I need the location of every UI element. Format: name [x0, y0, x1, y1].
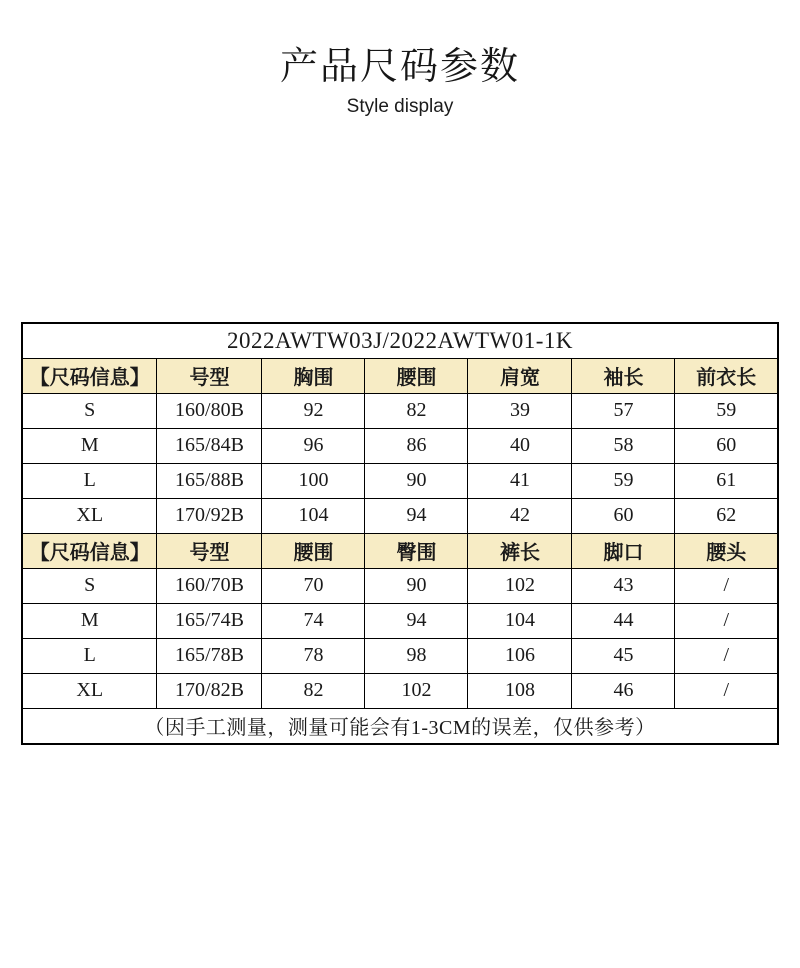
header-cell-size-info: 【尺码信息】 [22, 358, 157, 393]
table-cell: 78 [262, 638, 365, 673]
page-title: 产品尺码参数 [279, 46, 520, 88]
table-cell: 43 [572, 568, 675, 603]
table-cell: 165/88B [157, 463, 262, 498]
table-cell: 82 [262, 673, 365, 708]
table-cell: 59 [675, 393, 778, 428]
footnote-row [22, 708, 778, 744]
table-cell: 86 [365, 428, 468, 463]
table-cell: 58 [572, 428, 675, 463]
size-cell: L [22, 638, 157, 673]
size-cell: M [22, 428, 157, 463]
table-cell: 59 [572, 463, 675, 498]
table-cell: 160/70B [157, 568, 262, 603]
table-cell: 45 [572, 638, 675, 673]
header-cell-waist: 腰围 [365, 358, 468, 393]
table-cell: 106 [468, 638, 572, 673]
table-cell: 40 [468, 428, 572, 463]
header-cell-waistband: 腰头 [675, 533, 778, 568]
header-cell-shoulder: 肩宽 [468, 358, 572, 393]
size-cell: S [22, 568, 157, 603]
table-cell: 104 [468, 603, 572, 638]
header-cell-size-info: 【尺码信息】 [22, 533, 157, 568]
table-row [22, 498, 778, 533]
table-row [22, 638, 778, 673]
table-row [22, 603, 778, 638]
size-chart-table [21, 322, 779, 745]
size-cell: L [22, 463, 157, 498]
table-row [22, 568, 778, 603]
table-cell: 61 [675, 463, 778, 498]
header-cell-bust: 胸围 [262, 358, 365, 393]
header-cell-waist: 腰围 [262, 533, 365, 568]
table-cell: / [675, 603, 778, 638]
size-cell: XL [22, 498, 157, 533]
table-cell: 39 [468, 393, 572, 428]
table-cell: 104 [262, 498, 365, 533]
table-cell: 90 [365, 568, 468, 603]
header-cell-model: 号型 [157, 533, 262, 568]
table-cell: / [675, 673, 778, 708]
table-cell: 165/78B [157, 638, 262, 673]
size-cell: M [22, 603, 157, 638]
table-cell: 82 [365, 393, 468, 428]
product-code-cell: 2022AWTW03J/2022AWTW01-1K [22, 323, 778, 359]
table-cell: 62 [675, 498, 778, 533]
table-cell: 102 [468, 568, 572, 603]
table-row [22, 673, 778, 708]
table-cell: 94 [365, 498, 468, 533]
table-cell: 98 [365, 638, 468, 673]
table-cell: 41 [468, 463, 572, 498]
table-cell: 165/84B [157, 428, 262, 463]
table-cell: 92 [262, 393, 365, 428]
table-cell: 100 [262, 463, 365, 498]
header-cell-hip: 臀围 [365, 533, 468, 568]
table-cell: 46 [572, 673, 675, 708]
table-row [22, 393, 778, 428]
header-cell-leg-opening: 脚口 [572, 533, 675, 568]
table-cell: 94 [365, 603, 468, 638]
section1-header-row [22, 358, 778, 393]
header-cell-pant-length: 裤长 [468, 533, 572, 568]
table-row [22, 428, 778, 463]
table-cell: 170/82B [157, 673, 262, 708]
footnote-cell: （因手工测量，测量可能会有1-3CM的误差，仅供参考） [22, 708, 778, 744]
table-cell: 70 [262, 568, 365, 603]
header-cell-model: 号型 [157, 358, 262, 393]
table-cell: 108 [468, 673, 572, 708]
table-cell: 60 [675, 428, 778, 463]
size-cell: XL [22, 673, 157, 708]
title-block [0, 0, 800, 120]
table-cell: 170/92B [157, 498, 262, 533]
header-cell-sleeve: 袖长 [572, 358, 675, 393]
table-cell: 90 [365, 463, 468, 498]
table-cell: / [675, 568, 778, 603]
table-cell: 60 [572, 498, 675, 533]
table-cell: / [675, 638, 778, 673]
table-cell: 102 [365, 673, 468, 708]
section2-header-row [22, 533, 778, 568]
size-cell: S [22, 393, 157, 428]
table-row [22, 463, 778, 498]
page-subtitle: Style display [346, 95, 454, 117]
header-cell-front-length: 前衣长 [675, 358, 778, 393]
product-code-row [22, 323, 778, 359]
table-cell: 42 [468, 498, 572, 533]
table-cell: 74 [262, 603, 365, 638]
table-cell: 165/74B [157, 603, 262, 638]
table-cell: 96 [262, 428, 365, 463]
table-cell: 57 [572, 393, 675, 428]
table-cell: 160/80B [157, 393, 262, 428]
table-cell: 44 [572, 603, 675, 638]
